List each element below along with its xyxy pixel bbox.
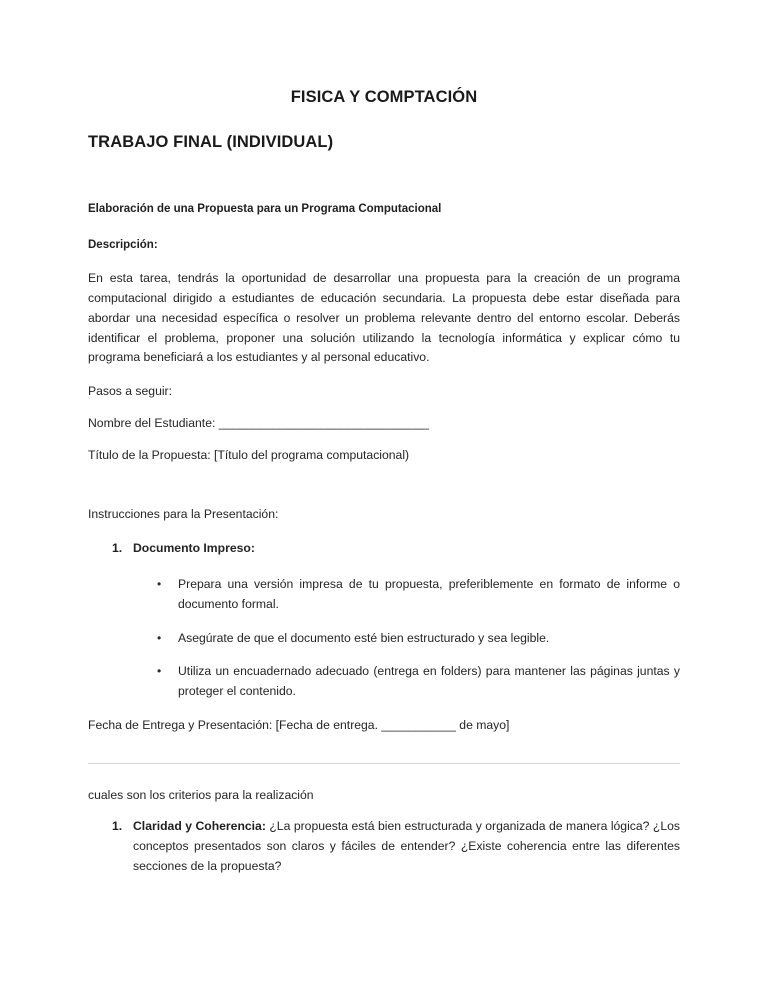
spacer: [88, 525, 680, 539]
list-item: [88, 629, 680, 649]
bullet-text: Prepara una versión impresa de tu propuesta, preferiblemente en formato de informe o documento formal.: [178, 577, 680, 611]
list-item: [88, 539, 680, 559]
spacer: [88, 402, 680, 414]
bullet-text: Asegúrate de que el documento esté bien estructurado y sea legible.: [178, 630, 550, 645]
list-item: [88, 575, 680, 615]
spacer: [88, 764, 680, 786]
criteria-list: [88, 817, 680, 876]
spacer: [88, 702, 680, 716]
criteria-item-lead: Claridad y Coherencia:: [133, 819, 266, 834]
list-item: [88, 817, 680, 876]
page-title: FISICA Y COMPTACIÓN: [290, 88, 478, 106]
instructions-bullets: [88, 575, 680, 702]
list-item-number: 1.: [112, 541, 123, 556]
bullet-icon: •: [157, 630, 162, 645]
spacer: [88, 434, 680, 446]
list-item-number: 1.: [112, 819, 123, 834]
delivery-date-line[interactable]: Fecha de Entrega y Presentación: [Fecha de entrega. ___________ de mayo]: [88, 717, 510, 732]
assignment-heading: Elaboración de una Propuesta para un Programa Computacional: [88, 203, 442, 215]
list-item-label: Documento Impreso:: [133, 541, 255, 556]
bullet-icon: •: [157, 577, 162, 591]
steps-label: Pasos a seguir:: [88, 384, 173, 399]
spacer: [88, 368, 680, 382]
instructions-label: Instrucciones para la Presentación:: [88, 507, 279, 522]
description-paragraph: En esta tarea, tendrás la oportunidad de desarrollar una propuesta para la creación de un programa computacional dirigido a estudiantes de educación secundaria. La propuesta debe estar diseñada para abordar una necesidad específica o resolver un problema relevante dentro del entorno escolar. Deberás identificar el problema, proponer una solución utilizando la tecnología informática y explicar cómo tu programa beneficiará a los estudiantes y al personal educativo.: [88, 271, 680, 365]
student-name-field[interactable]: Nombre del Estudiante: _______________________________: [88, 415, 429, 430]
spacer: [88, 253, 680, 269]
proposal-title-field[interactable]: Título de la Propuesta: [Título del programa computacional): [88, 447, 410, 462]
spacer: [88, 559, 680, 575]
criteria-question: cuales son los criterios para la realización: [88, 787, 314, 802]
bullet-text: Utiliza un encuadernado adecuado (entrega en folders) para mantener las páginas juntas y proteger el contenido.: [178, 664, 680, 699]
spacer: [88, 152, 680, 201]
bullet-icon: •: [157, 664, 162, 679]
document-content: [88, 0, 680, 877]
list-item: [88, 662, 680, 702]
spacer: [88, 465, 680, 505]
spacer: [88, 736, 680, 763]
spacer: [88, 805, 680, 817]
page-subtitle: TRABAJO FINAL (INDIVIDUAL): [88, 133, 334, 151]
instructions-list: [88, 539, 680, 559]
spacer: [88, 218, 680, 237]
description-label: Descripción:: [88, 238, 158, 251]
criteria-item-text: ¿La propuesta está bien estructurada y organizada de manera lógica? ¿Los conceptos presentados son claros y fáciles de entender? ¿Existe coherencia entre las diferentes secciones de la propuesta?: [133, 819, 681, 873]
